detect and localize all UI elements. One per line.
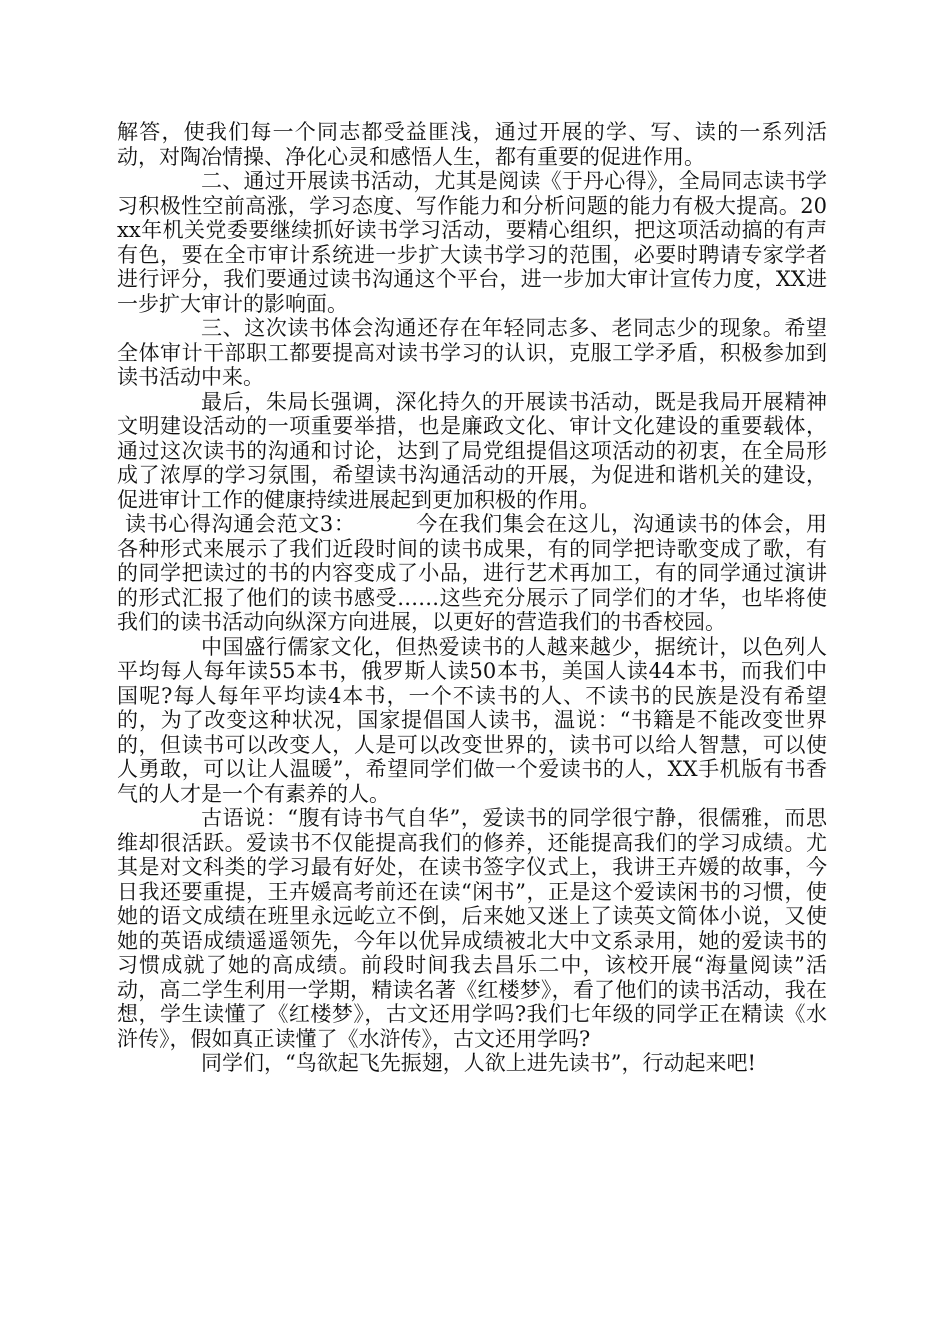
document-page <box>117 120 827 1076</box>
section-heading: 读书心得沟通会范文3： <box>125 512 356 536</box>
paragraph-conclusion: 最后，朱局长强调，深化持久的开展读书活动，既是我局开展精神文明建设活动的一项重要举措，也是廉政文化、审计文化建设的重要载体，通过这次读书的沟通和讨论，达到了局党组提倡这项活动的初衷，在全局形成了浓厚的学习氛围，希望读书沟通活动的开展，为促进和谐机关的建设，促进审计工作的健康持续进展起到更加积极的作用。 <box>117 389 827 512</box>
paragraph-point-three: 三、这次读书体会沟通还存在年轻同志多、老同志少的现象。希望全体审计干部职工都要提高对读书学习的认识，克服工学矛盾，积极参加到读书活动中来。 <box>117 316 827 389</box>
paragraph-closing-call: 同学们，“鸟欲起飞先振翅，人欲上进先读书”，行动起来吧! <box>201 1051 756 1075</box>
paragraph-point-two: 二、通过开展读书活动，尤其是阅读《于丹心得》，全局同志读书学习积极性空前高涨，学习态度、写作能力和分析问题的能力有极大提高。20xx年机关党委要继续抓好读书学习活动，要精心组织，把这项活动搞的有声有色，要在全市审计系统进一步扩大读书学习的范围，必要时聘请专家学者进行评分，我们要通过读书沟通这个平台，进一步加大审计宣传力度，XX进一步扩大审计的影响面。 <box>117 169 827 316</box>
section-paragraph <box>117 512 827 635</box>
paragraph-reading-stats: 中国盛行儒家文化，但热爱读书的人越来越少，据统计，以色列人平均每人每年读55本书，俄罗斯人读50本书，美国人读44本书，而我们中国呢?每人每年平均读4本书，一个不读书的人、不读书的民族是没有希望的，为了改变这种状况，国家提倡国人读书，温说：“书籍是不能改变世界的，但读书可以改变人，人是可以改变世界的，读书可以给人智慧，可以使人勇敢，可以让人温暖”，希望同学们做一个爱读书的人，XX手机版有书香气的人才是一个有素养的人。 <box>117 634 827 806</box>
paragraph-continuation: 解答，使我们每一个同志都受益匪浅，通过开展的学、写、读的一系列活动，对陶冶情操、净化心灵和感悟人生，都有重要的促进作用。 <box>117 120 827 169</box>
paragraph-ancient-saying: 古语说：“腹有诗书气自华”，爱读书的同学很宁静，很儒雅，而思维却很活跃。爱读书不仅能提高我们的修养，还能提高我们的学习成绩。尤其是对文科类的学习最有好处，在读书签字仪式上，我讲王卉媛的故事，今日我还要重提，王卉媛高考前还在读“闲书”，正是这个爱读闲书的习惯，使她的语文成绩在班里永远屹立不倒，后来她又迷上了读英文简体小说，又使她的英语成绩遥遥领先，今年以优异成绩被北大中文系录用，她的爱读书的习惯成就了她的高成绩。前段时间我去昌乐二中，该校开展“海量阅读”活动，高二学生利用一学期，精读名著《红楼梦》，看了他们的读书活动，我在想，学生读懂了《红楼梦》，古文还用学吗?我们七年级的同学正在精读《水浒传》，假如真正读懂了《水浒传》，古文还用学吗? <box>117 806 827 1051</box>
section-first-text: 今在我们集会在这儿，沟通读书的体会，用各种形式来展示了我们近段时间的读书成果，有的同学把诗歌变成了歌，有的同学把读过的书的内容变成了小品，进行艺术再加工，有的同学通过演讲的形式汇报了他们的读书感受……这些充分展示了同学们的才华，也毕将使我们的读书活动向纵深方向进展，以更好的营造我们的书香校园。 <box>117 512 827 634</box>
